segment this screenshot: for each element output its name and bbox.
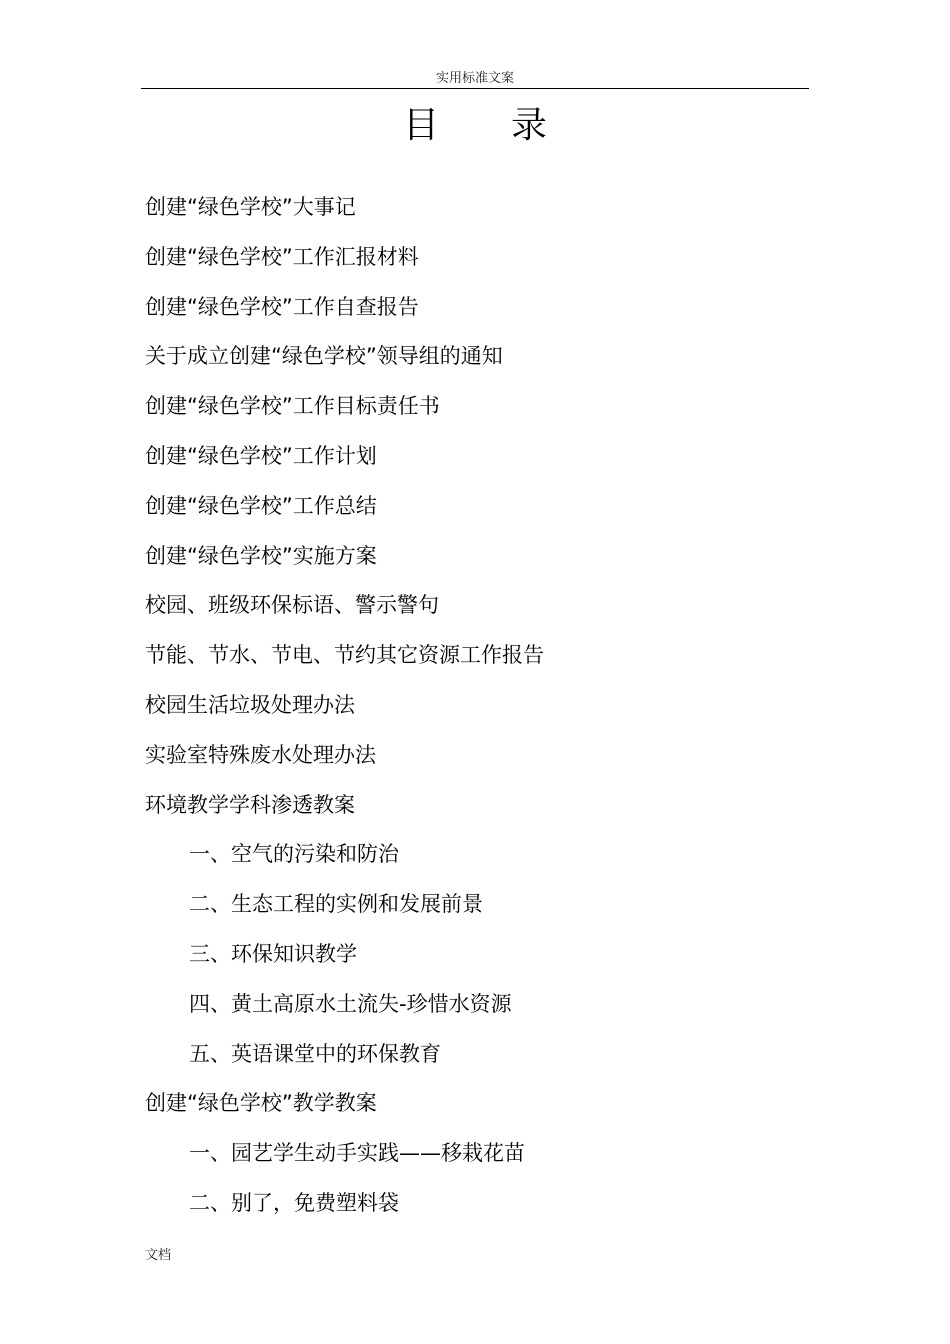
toc-entry-label: 二、别了，免费塑料袋 [189, 1191, 399, 1215]
toc-entry-label: 一、园艺学生动手实践——移栽花苗 [189, 1141, 525, 1165]
toc-entry-label: 环境教学学科渗透教案 [145, 793, 355, 817]
toc-dot-leader [377, 539, 701, 573]
toc-dot-leader [419, 240, 701, 274]
toc-entry [145, 339, 701, 373]
toc-entry-label: 节能、节水、节电、节约其它资源工作报告 [145, 643, 544, 667]
toc-entry-label: 四、黄土高原水土流失-珍惜水资源 [189, 992, 512, 1016]
page-footer: 文档 [145, 1248, 172, 1263]
toc-entry [145, 190, 701, 224]
toc-entry [189, 1037, 709, 1071]
toc-entry [189, 1186, 709, 1220]
toc-entry [145, 788, 701, 822]
toc-entry-label: 创建“绿色学校”工作总结 [145, 494, 377, 518]
toc-entry-label: 五、英语课堂中的环保教育 [189, 1042, 441, 1066]
toc-entry [145, 1086, 701, 1120]
toc-entry-label: 三、环保知识教学 [189, 942, 357, 966]
toc-dot-leader [440, 389, 701, 423]
toc-entry [189, 837, 709, 871]
toc-entry [145, 688, 701, 722]
toc-title: 目录 [402, 105, 619, 146]
toc-entry-label: 创建“绿色学校”工作自查报告 [145, 295, 419, 319]
toc-entry [145, 439, 701, 473]
toc-dot-leader [376, 738, 701, 772]
toc-dot-leader [355, 688, 701, 722]
toc-dot-leader [356, 190, 701, 224]
toc-entry-label: 创建“绿色学校”工作目标责任书 [145, 394, 440, 418]
toc-entry-label: 创建“绿色学校”实施方案 [145, 544, 377, 568]
header-rule [141, 88, 809, 89]
toc-entry [189, 887, 709, 921]
toc-entry-label: 关于成立创建“绿色学校”领导组的通知 [145, 344, 503, 368]
page-header: 实用标准文案 [435, 71, 514, 86]
toc-entry [145, 389, 701, 423]
toc-dot-leader [377, 1086, 701, 1120]
toc-dot-leader [377, 439, 701, 473]
toc-entry [189, 1136, 709, 1170]
toc-entry [145, 738, 701, 772]
toc-entry-label: 一、空气的污染和防治 [189, 842, 399, 866]
toc-entry [145, 240, 701, 274]
toc-dot-leader [355, 788, 701, 822]
toc-dot-leader [419, 290, 701, 324]
toc-entry [145, 638, 701, 672]
toc-dot-leader [503, 339, 701, 373]
toc-entry-label: 创建“绿色学校”工作汇报材料 [145, 245, 419, 269]
toc-entry-label: 创建“绿色学校”大事记 [145, 195, 356, 219]
toc-entry [145, 290, 701, 324]
toc-entry [145, 489, 701, 523]
toc-entry [189, 987, 709, 1021]
toc-entry-label: 校园生活垃圾处理办法 [145, 693, 355, 717]
toc-entry-label: 创建“绿色学校”教学教案 [145, 1091, 377, 1115]
toc-entry [189, 937, 709, 971]
toc-entry-label: 实验室特殊废水处理办法 [145, 743, 376, 767]
toc-entry-label: 创建“绿色学校”工作计划 [145, 444, 377, 468]
toc-dot-leader [439, 588, 701, 622]
toc-entry-label: 校园、班级环保标语、警示警句 [145, 593, 439, 617]
toc-dot-leader [377, 489, 701, 523]
toc-dot-leader [544, 638, 701, 672]
toc-entry-label: 二、生态工程的实例和发展前景 [189, 892, 483, 916]
toc-entry [145, 588, 701, 622]
toc-entry [145, 539, 701, 573]
